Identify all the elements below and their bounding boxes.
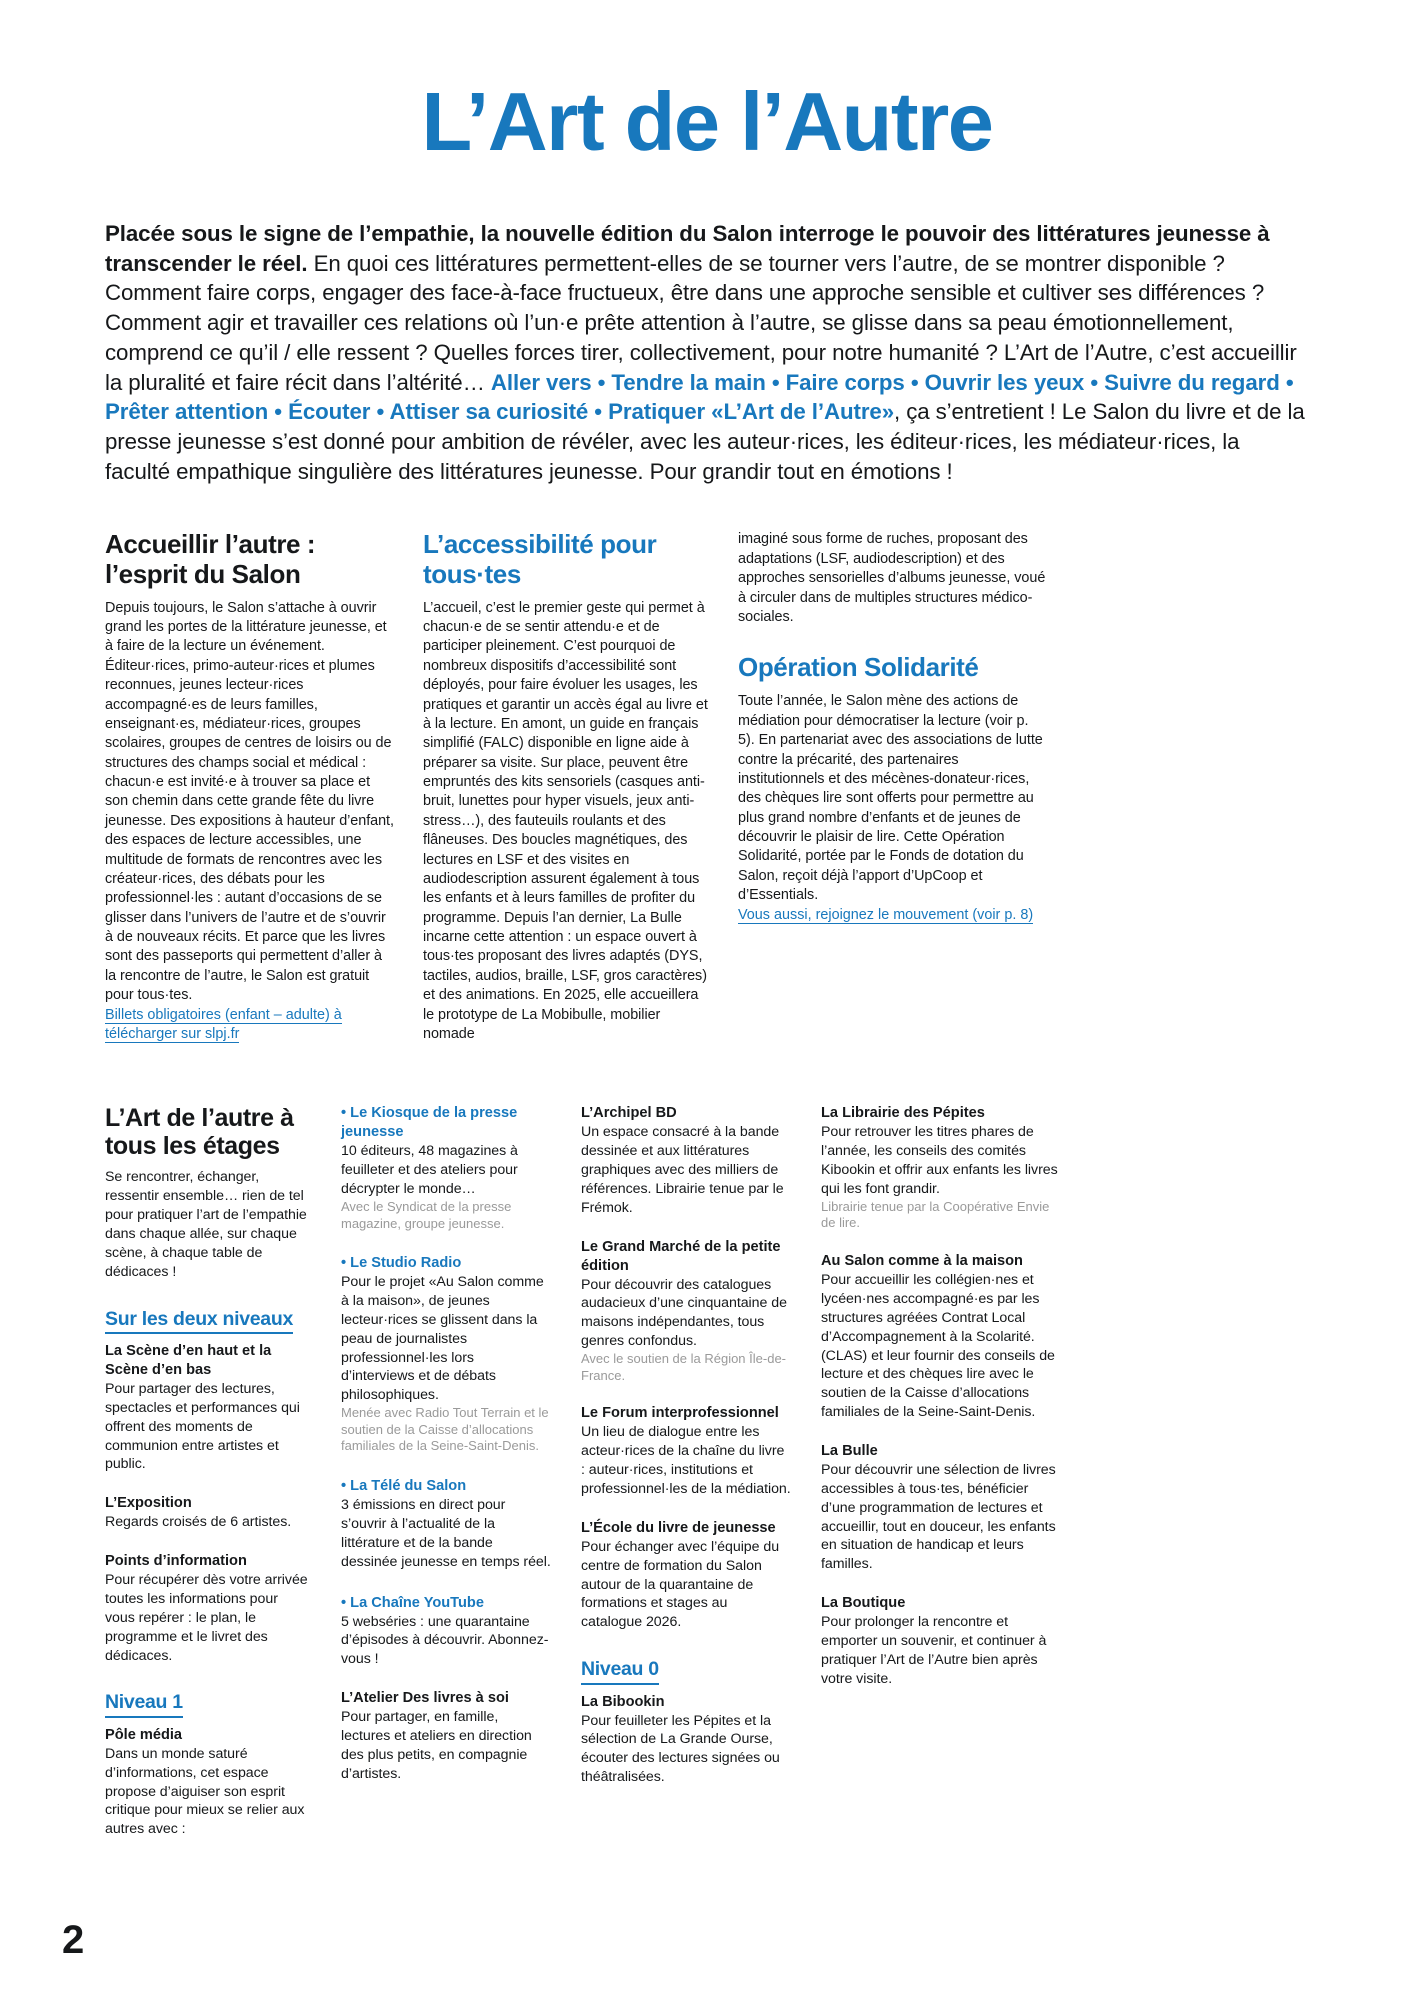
item-title-grand-marche: Le Grand Marché de la petite édition xyxy=(581,1238,781,1274)
item-body-au-salon-comme-a-la-maison: Pour accueillir les collégien·nes et lycéen·nes accompagné·es par les structures agréées Contrat Local d’Accompagnement à la Scolarité. (CLAS) et leur fournir des conseils de lecture et des chèques lire avec le soutien de la Caisse d’allocations familiales de la Seine-Saint-Denis. xyxy=(821,1272,1055,1421)
item-body-grand-marche: Pour découvrir des catalogues audacieux d’une cinquantaine de maisons indépendantes, tous genres confondus. xyxy=(581,1276,787,1350)
item-credit-kiosque-presse: Avec le Syndicat de la presse magazine, groupe jeunesse. xyxy=(341,1198,512,1231)
item-body-chaine-youtube: 5 webséries : une quarantaine d’épisodes à découvrir. Abonnez-vous ! xyxy=(341,1613,549,1668)
mid-column-accueillir xyxy=(105,530,423,1044)
mid-column-accessibilite xyxy=(423,530,738,1044)
item-title-ecole-du-livre: L’École du livre de jeunesse xyxy=(581,1519,776,1536)
bottom-column-3 xyxy=(581,1104,821,1839)
item-body-atelier-des-livres-a-soi: Pour partager, en famille, lectures et ateliers en direction des plus petits, en compagnie d’artistes. xyxy=(341,1709,532,1782)
item-body-tele-du-salon: 3 émissions en direct pour s’ouvrir à l’actualité de la littérature et de la bande dessinée jeunesse en temps réel. xyxy=(341,1497,551,1570)
item-title-pole-media: Pôle média xyxy=(105,1726,183,1743)
item-title-kiosque-presse: • Le Kiosque de la presse jeunesse xyxy=(341,1105,518,1141)
item-title-chaine-youtube: • La Chaîne YouTube xyxy=(341,1594,484,1611)
item-title-forum-interprofessionnel: Le Forum interprofessionnel xyxy=(581,1405,779,1422)
item-body-archipel-bd: Un espace consacré à la bande dessinée et aux littératures graphiques avec des milliers de références. Librairie tenue par le Frémok. xyxy=(581,1124,784,1216)
heading-accessibilite: L’accessibilité pour tous·tes xyxy=(423,529,657,589)
item-body-forum-interprofessionnel: Un lieu de dialogue entre les acteur·rices de la chaîne du livre : auteur·rices, institutions et professionnel·les de la médiation. xyxy=(581,1424,791,1497)
item-title-la-boutique: La Boutique xyxy=(821,1595,906,1612)
link-billets-text: Billets obligatoires (enfant – adulte) à télécharger sur slpj.fr xyxy=(105,1006,342,1042)
item-title-scene-en-haut: La Scène d’en haut et la Scène d’en bas xyxy=(105,1342,272,1378)
item-body-points-information: Pour récupérer dès votre arrivée toutes les informations pour vous repérer : le plan, le programme et le livret des dédicaces. xyxy=(105,1572,308,1664)
item-title-studio-radio: • Le Studio Radio xyxy=(341,1255,462,1272)
item-title-points-information: Points d’information xyxy=(105,1553,247,1570)
heading-operation-solidarite: Opération Solidarité xyxy=(738,652,979,683)
section-niveau-1: Niveau 1 xyxy=(105,1691,183,1717)
bottom-column-4 xyxy=(821,1104,1061,1839)
bottom-column-1 xyxy=(105,1104,341,1839)
link-rejoignez-text: Vous aussi, rejoignez le mouvement (voir p. 8) xyxy=(738,906,1034,923)
body-operation-solidarite: Toute l’année, le Salon mène des actions de médiation pour démocratiser la lecture (voir p. 5). En partenariat avec des associations de lutte contre la précarité, des partenaires institutionnels et des mécènes-donateur·rices, des chèques lire sont offerts pour permettre au plus grand nombre d’enfants et de jeunes de découvrir le plaisir de lire. Cette Opération Solidarité, portée par le Fonds de dotation du Salon, reçoit déjà l’apport d’UpCoop et d’Essentials. xyxy=(738,693,1043,904)
item-body-la-boutique: Pour prolonger la rencontre et emporter un souvenir, et continuer à pratiquer l’Art de l’Autre bien après votre visite. xyxy=(821,1614,1047,1687)
body-accessibilite: L’accueil, c’est le premier geste qui permet à chacun·e de se sentir attendu·e et de participer pleinement. C’est pourquoi de nombreux dispositifs d’accessibilité sont déployés, pour faire évoluer les usages, les pratiques et garantir un accès égal au livre et à la lecture. En amont, un guide en français simplifié (FALC) disponible en ligne aide à préparer sa visite. Sur place, peuvent être empruntés des kits sensoriels (casques anti-bruit, lunettes pour hyper visuels, jeux anti-stress…), des fauteuils roulants et des flâneuses. Des boucles magnétiques, des lectures en LSF et des visites en audiodescription assurent également à tous les enfants et à leurs familles de profiter du programme. Depuis l’an dernier, La Bulle incarne cette attention : un espace ouvert à tous·tes proposant des livres adaptés (DYS, tactiles, audios, braille, LSF, gros caractères) et des animations. En 2025, elle accueillera le prototype de La Mobibulle, mobilier nomade xyxy=(423,599,708,1042)
intro-etages: Se rencontrer, échanger, ressentir ensemble… rien de tel pour pratiquer l’art de l’empathie dans chaque allée, sur chaque scène, à chaque table de dédicaces ! xyxy=(105,1169,307,1280)
item-credit-librairie-des-pepites: Librairie tenue par la Coopérative Envie de lire. xyxy=(821,1198,1050,1231)
bottom-column-2 xyxy=(341,1104,581,1839)
section-sur-les-deux-niveaux: Sur les deux niveaux xyxy=(105,1308,293,1334)
item-body-la-bulle: Pour découvrir une sélection de livres accessibles à tous·tes, bénéficier d’une programmation de lectures et accueillir, tout en douceur, les enfants en situation de handicap et leurs familles. xyxy=(821,1461,1056,1573)
item-title-atelier-des-livres-a-soi: L’Atelier Des livres à soi xyxy=(341,1690,509,1707)
item-body-bibookin: Pour feuilleter les Pépites et la sélection de La Grande Ourse, écouter des lectures signées ou théâtralisées. xyxy=(581,1712,780,1786)
page-title: L’Art de l’Autre xyxy=(421,75,993,168)
mid-columns xyxy=(105,530,1309,1044)
item-title-librairie-des-pepites: La Librairie des Pépites xyxy=(821,1105,985,1122)
body-accueillir-lautre: Depuis toujours, le Salon s’attache à ouvrir grand les portes de la littérature jeunesse, et à faire de la lecture un événement. Éditeur·rices, primo-auteur·rices et plumes reconnues, jeunes lecteur·rices accompagné·es de leurs familles, enseignant·es, médiateur·rices, groupes scolaires, groupes de centres de loisirs ou de structures des champs social et médical : chacun·e est invité·e à trouver sa place et son chemin dans cette grande fête du livre jeunesse. Des expositions à hauteur d’enfant, des espaces de lecture accessibles, une multitude de formats de rencontres avec les créateur·rices, des débats pour les professionnel·les : autant d’occasions de se glisser dans l’univers de l’autre et de s’ouvrir à de nouveaux récits. Et parce que les livres sont des passeports qui permettent d’aller à la rencontre de l’autre, le Salon est gratuit pour tous·tes. xyxy=(105,599,394,1004)
item-body-kiosque-presse: 10 éditeurs, 48 magazines à feuilleter et des ateliers pour décrypter le monde… xyxy=(341,1143,518,1197)
item-title-tele-du-salon: • La Télé du Salon xyxy=(341,1478,467,1495)
item-credit-grand-marche: Avec le soutien de la Région Île-de-France. xyxy=(581,1351,786,1383)
heading-accueillir-lautre: Accueillir l’autre : l’esprit du Salon xyxy=(105,529,316,589)
section-niveau-0: Niveau 0 xyxy=(581,1658,659,1684)
intro-lead: Placée sous le signe de l’empathie, la nouvelle édition du Salon interroge le pouvoir des littératures jeunesse à transcender le réel. xyxy=(105,221,1270,276)
item-body-ecole-du-livre: Pour échanger avec l’équipe du centre de formation du Salon autour de la quarantaine de formations et stages au catalogue 2026. xyxy=(581,1538,780,1631)
page-number: 2 xyxy=(62,1918,85,1962)
link-billets-obligatoires[interactable] xyxy=(105,1006,395,1045)
body-accessibilite-continuation: imaginé sous forme de ruches, proposant des adaptations (LSF, audiodescription) et des approches sensorielles d’albums jeunesse, voué à circuler dans de multiples structures médico-sociales. xyxy=(738,531,1046,625)
item-body-studio-radio: Pour le projet «Au Salon comme à la maison», de jeunes lecteur·rices se glissent dans la peau de journalistes professionnel·les lors d’interviews et de débats philosophiques. xyxy=(341,1274,544,1404)
item-title-exposition: L’Exposition xyxy=(105,1495,192,1512)
item-body-scene-en-haut: Pour partager des lectures, spectacles et performances qui offrent des moments de communion entre artistes et public. xyxy=(105,1380,300,1473)
link-rejoignez-le-mouvement[interactable] xyxy=(738,906,1048,925)
item-title-au-salon-comme-a-la-maison: Au Salon comme à la maison xyxy=(821,1253,1023,1270)
mid-column-solidarite xyxy=(738,530,1048,1044)
intro-paragraph xyxy=(105,219,1309,486)
intro-body-2: , ça s’entretient ! Le Salon du livre et de la presse jeunesse s’est donné pour ambition de révéler, avec les auteur·rices, les éditeur·rices, les médiateur·rices, la faculté empathique singulière des littératures jeunesse. Pour grandir tout en émotions ! xyxy=(105,399,1305,484)
heading-art-de-lautre-etages: L’Art de l’autre à tous les étages xyxy=(105,1104,294,1161)
item-title-la-bulle: La Bulle xyxy=(821,1443,878,1459)
item-body-exposition: Regards croisés de 6 artistes. xyxy=(105,1514,292,1531)
item-title-archipel-bd: L’Archipel BD xyxy=(581,1105,677,1122)
intro-highlight-phrases: Aller vers • Tendre la main • Faire corps • Ouvrir les yeux • Suivre du regard • Prêter attention • Écouter • Attiser sa curiosité • Pratiquer «L’Art de l’Autre» xyxy=(105,369,1294,425)
intro-body-1: En quoi ces littératures permettent-elles de se tourner vers l’autre, de se montrer disponible ? Comment faire corps, engager des face-à-face fructueux, être dans une approche sensible et cultiver ses différences ? Comment agir et travailler ces relations où l’un·e prête attention à l’autre, se glisse dans sa peau émotionnellement, comprend ce qu’il / elle ressent ? Quelles forces tirer, collectivement, pour notre humanité ? L’Art de l’Autre, c’est accueillir la pluralité et faire récit dans l’altérité… xyxy=(105,250,1297,395)
item-body-pole-media: Dans un monde saturé d’informations, cet espace propose d’aiguiser son esprit critique pour mieux se relier aux autres avec : xyxy=(105,1745,305,1838)
item-body-librairie-des-pepites: Pour retrouver les titres phares de l’année, les conseils des comités Kibookin et offrir aux enfants les livres qui les font grandir. xyxy=(821,1124,1058,1197)
item-credit-studio-radio: Menée avec Radio Tout Terrain et le soutien de la Caisse d’allocations familiales de la Seine-Saint-Denis. xyxy=(341,1405,549,1454)
item-title-bibookin: La Bibookin xyxy=(581,1693,665,1710)
bottom-columns xyxy=(105,1104,1309,1839)
